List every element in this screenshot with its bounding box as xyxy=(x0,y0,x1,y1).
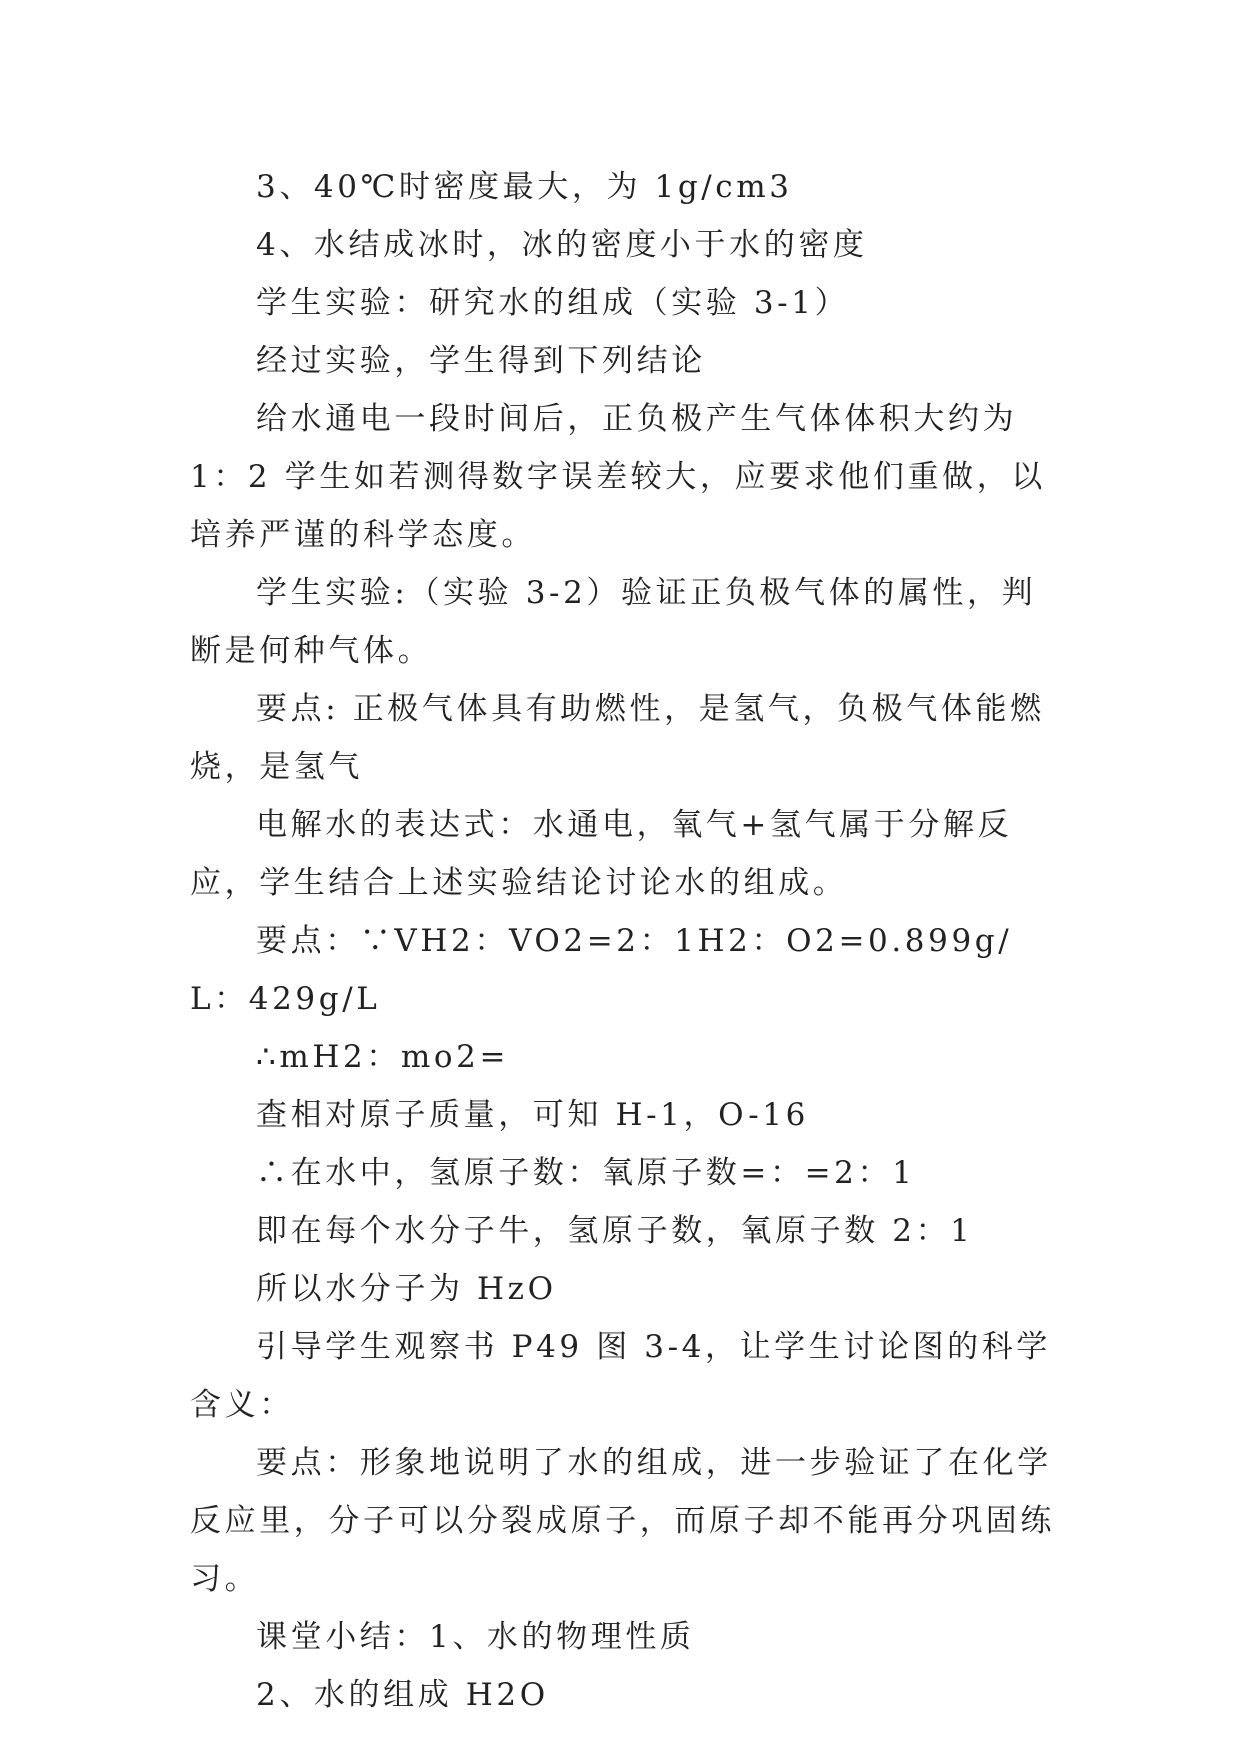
paragraph-volume-ratio: 要点：∵VH2：VO2=2：1H2：O2=0.899g/L：429g/L xyxy=(190,923,1013,1017)
paragraph-experiment-3-2: 学生实验:（实验 3-2）验证正负极气体的属性，判断是何种气体。 xyxy=(190,575,1037,669)
paragraph-density-max: 3、40℃时密度最大，为 1g/cm3 xyxy=(256,169,793,205)
paragraph-summary-composition: 2、水的组成 H2O xyxy=(256,1677,549,1713)
paragraph-summary-physical: 课堂小结：1、水的物理性质 xyxy=(256,1619,695,1655)
paragraph-molecule-atoms: 即在每个水分子牛，氢原子数，氧原子数 2：1 xyxy=(256,1213,974,1249)
paragraph-gas-properties: 要点: 正极气体具有助燃性，是氢气，负极气体能燃烧，是氢气 xyxy=(190,691,1045,785)
paragraph-electrolysis-ratio: 给水通电一段时间后，正负极产生气体体积大约为 1：2 学生如若测得数字误差较大，应要求他们重做，以培养严谨的科学态度。 xyxy=(190,401,1046,553)
paragraph-figure-guide: 引导学生观察书 P49 图 3-4，让学生讨论图的科学含义： xyxy=(190,1329,1051,1423)
document-body xyxy=(190,158,1060,1724)
paragraph-ice-density: 4、水结成冰时，冰的密度小于水的密度 xyxy=(256,227,868,263)
paragraph-atomic-mass: 查相对原子质量，可知 H-1，O-16 xyxy=(256,1097,809,1133)
paragraph-atom-count-ratio: ∴在水中，氢原子数：氧原子数=：=2：1 xyxy=(256,1155,916,1191)
paragraph-mass-ratio: ∴mH2：mo2= xyxy=(256,1039,510,1075)
paragraph-conclusion-intro: 经过实验，学生得到下列结论 xyxy=(256,343,706,379)
paragraph-experiment-3-1: 学生实验：研究水的组成（实验 3-1） xyxy=(256,285,850,321)
paragraph-water-formula: 所以水分子为 HzO xyxy=(256,1271,557,1307)
paragraph-figure-keypoint: 要点：形象地说明了水的组成，进一步验证了在化学反应里，分子可以分裂成原子，而原子却不能再分巩固练习。 xyxy=(190,1445,1055,1597)
paragraph-electrolysis-expression: 电解水的表达式：水通电，氧气+氢气属于分解反应，学生结合上述实验结论讨论水的组成。 xyxy=(190,807,1013,901)
